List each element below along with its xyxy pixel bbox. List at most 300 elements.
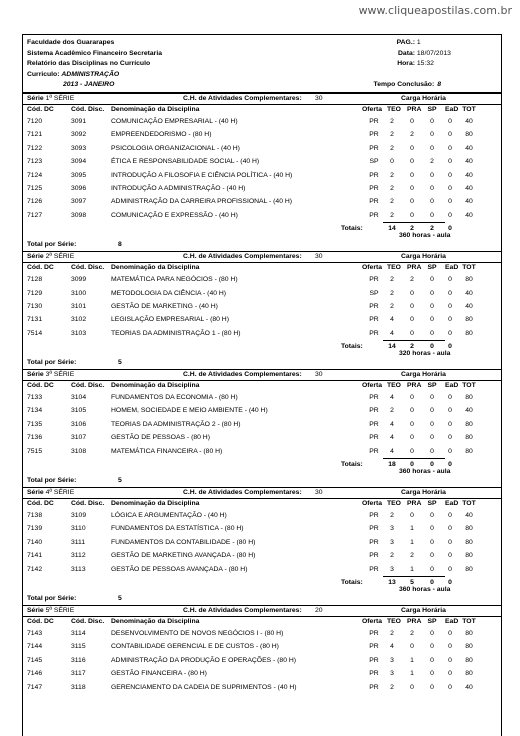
table-row [23, 391, 501, 404]
table-row [23, 273, 501, 286]
column-header [23, 498, 501, 509]
cell-pra: 2 [410, 629, 414, 637]
cell-cod-dc: 7514 [27, 329, 43, 337]
cell-tot: 40 [465, 144, 473, 152]
total-serie-label: Total por Série: [27, 359, 77, 367]
cell-pra: 0 [410, 144, 414, 152]
cell-ead: 0 [448, 144, 452, 152]
table-row [23, 549, 501, 562]
cell-ead: 0 [448, 512, 452, 520]
col-oferta: Oferta [361, 264, 383, 272]
column-header [23, 380, 501, 391]
cell-sp: 0 [430, 171, 434, 179]
cell-pra: 0 [410, 158, 414, 166]
col-tot: TOT [462, 617, 476, 625]
cell-tot: 40 [465, 512, 473, 520]
table-row [23, 327, 501, 340]
cell-ead: 0 [448, 329, 452, 337]
cell-teo: 4 [390, 316, 394, 324]
cell-oferta: PR [369, 434, 379, 442]
totais-divider [383, 576, 445, 577]
table-row [23, 182, 501, 195]
cell-cod-disc: 3094 [71, 158, 87, 166]
totais-sp: 2 [430, 225, 434, 233]
cell-pra: 0 [410, 171, 414, 179]
cell-denominacao: GESTÃO DE PESSOAS - (80 H) [111, 434, 210, 442]
totais-label: Totais: [341, 461, 363, 469]
cell-oferta: PR [369, 329, 379, 337]
col-tot: TOT [462, 264, 476, 272]
totais-pra: 2 [410, 343, 414, 351]
sistema-name: Sistema Acadêmico Financeiro Secretaria [27, 49, 162, 57]
cell-cod-dc: 7129 [27, 289, 43, 297]
col-pra: PRA [407, 617, 422, 625]
cell-tot: 80 [465, 565, 473, 573]
cell-teo: 2 [390, 683, 394, 691]
total-serie-label: Total por Série: [27, 594, 77, 602]
col-sp: SP [427, 264, 437, 272]
report-header [23, 35, 501, 93]
cell-cod-dc: 7140 [27, 538, 43, 546]
totais-ead: 0 [448, 343, 452, 351]
cell-ead: 0 [448, 198, 452, 206]
cell-cod-dc: 7121 [27, 131, 43, 139]
serie-label: Série [27, 371, 44, 379]
total-serie-value: 5 [118, 359, 122, 367]
cell-sp: 0 [430, 525, 434, 533]
cell-ead: 0 [448, 131, 452, 139]
cell-pra: 0 [410, 316, 414, 324]
cell-denominacao: FUNDAMENTOS DA ESTATÍSTICA - (80 H) [111, 525, 244, 533]
col-oferta: Oferta [361, 617, 383, 625]
serie-header [23, 605, 501, 616]
table-row [23, 195, 501, 208]
table-row [23, 418, 501, 431]
cell-denominacao: LÓGICA E ARGUMENTAÇÃO - (40 H) [111, 512, 227, 520]
cell-teo: 3 [390, 670, 394, 678]
cell-ead: 0 [448, 394, 452, 402]
cell-cod-dc: 7144 [27, 643, 43, 651]
cell-oferta: PR [369, 629, 379, 637]
cell-tot: 40 [465, 171, 473, 179]
cell-cod-dc: 7134 [27, 407, 43, 415]
cell-sp: 0 [430, 538, 434, 546]
totais-horas: 360 horas - aula [399, 232, 451, 240]
cell-denominacao: INTRODUÇÃO A ADMINISTRAÇÃO - (40 H) [111, 184, 246, 192]
cell-cod-dc: 7139 [27, 525, 43, 533]
cell-cod-disc: 3103 [71, 329, 87, 337]
cell-oferta: PR [369, 538, 379, 546]
table-row [23, 431, 501, 444]
cell-cod-disc: 3116 [71, 656, 86, 664]
totais-sp: 0 [430, 578, 434, 586]
report-frame [22, 34, 502, 736]
cell-cod-dc: 7133 [27, 394, 43, 402]
total-por-serie-row [23, 594, 501, 605]
col-denominacao: Denominação da Disciplina [111, 106, 200, 113]
cell-oferta: PR [369, 394, 379, 402]
cell-denominacao: COMUNICAÇÃO EMPRESARIAL - (40 H) [111, 118, 238, 125]
total-por-serie-row [23, 240, 501, 251]
cell-sp: 0 [430, 276, 434, 284]
cell-pra: 0 [410, 434, 414, 442]
cell-cod-disc: 3100 [71, 289, 87, 297]
totais-ead: 0 [448, 461, 452, 469]
cell-cod-disc: 3098 [71, 211, 87, 219]
periodo: 2013 - JANEIRO [63, 81, 115, 88]
cell-denominacao: GESTÃO DE MARKETING - (40 H) [111, 302, 218, 310]
cell-tot: 80 [465, 316, 473, 324]
table-row [23, 522, 501, 535]
serie-value: 2ª SÉRIE [45, 253, 75, 261]
ch-value: 20 [315, 606, 323, 614]
carga-horaria-label: Carga Horária [401, 371, 446, 379]
cell-teo: 4 [390, 329, 394, 337]
cell-denominacao: GESTÃO FINANCEIRA - (80 H) [111, 670, 207, 678]
cell-cod-disc: 3114 [71, 629, 86, 637]
serie-label: Série [27, 95, 44, 102]
cell-denominacao: TEORIAS DA ADMINISTRAÇÃO 2 - (80 H) [111, 420, 241, 428]
cell-pra: 0 [410, 211, 414, 219]
cell-sp: 0 [430, 118, 434, 125]
serie-value: 1ª SÉRIE [45, 95, 75, 102]
col-teo: TEO [387, 617, 401, 625]
cell-sp: 0 [430, 643, 434, 651]
totais-horas: 360 horas - aula [399, 585, 451, 593]
total-por-serie-row [23, 358, 501, 369]
cell-cod-dc: 7131 [27, 316, 43, 324]
cell-oferta: PR [369, 118, 379, 125]
cell-denominacao: TEORIAS DA ADMINISTRAÇÃO 1 - (80 H) [111, 329, 241, 337]
cell-cod-dc: 7141 [27, 552, 43, 560]
cell-oferta: PR [369, 420, 379, 428]
curriculo-value: ADMINISTRAÇÃO [61, 70, 120, 78]
cell-cod-disc: 3108 [71, 447, 87, 455]
cell-teo: 2 [390, 276, 394, 284]
cell-tot: 80 [465, 276, 473, 284]
cell-cod-disc: 3110 [71, 525, 86, 533]
col-cod-disc: Cód. Disc. [71, 264, 105, 272]
cell-denominacao: INTRODUÇÃO A FILOSOFIA E CIÊNCIA POLÍTICA - (40 H) [111, 171, 293, 179]
col-cod-disc: Cód. Disc. [71, 382, 105, 390]
cell-denominacao: EMPREENDEDORISMO - (80 H) [111, 131, 212, 139]
cell-tot: 80 [465, 434, 473, 442]
col-teo: TEO [387, 264, 401, 272]
cell-cod-dc: 7120 [27, 118, 43, 125]
col-ead: EaD [445, 382, 459, 390]
cell-tot: 80 [465, 629, 473, 637]
cell-denominacao: GERENCIAMENTO DA CADEIA DE SUPRIMENTOS - (40 H) [111, 683, 297, 691]
cell-denominacao: GESTÃO DE MARKETING AVANÇADA - (80 H) [111, 552, 256, 560]
data-value: 18/07/2013 [416, 49, 451, 57]
cell-oferta: PR [369, 407, 379, 415]
cell-cod-dc: 7136 [27, 434, 43, 442]
cell-ead: 0 [448, 407, 452, 415]
col-pra: PRA [407, 382, 422, 390]
carga-horaria-label: Carga Horária [401, 253, 446, 261]
serie-header [23, 487, 501, 498]
table-row [23, 300, 501, 313]
col-sp: SP [427, 106, 437, 113]
serie-value: 3ª SÉRIE [45, 371, 75, 379]
cell-tot: 80 [465, 525, 473, 533]
cell-denominacao: CONTABILIDADE GERENCIAL E DE CUSTOS - (80 H) [111, 643, 279, 651]
totais-row [23, 576, 501, 594]
totais-row [23, 222, 501, 240]
column-header [23, 104, 501, 115]
cell-tot: 40 [465, 158, 473, 166]
cell-cod-disc: 3092 [71, 131, 87, 139]
col-cod-disc: Cód. Disc. [71, 106, 105, 113]
serie-title [27, 95, 74, 102]
cell-ead: 0 [448, 434, 452, 442]
cell-denominacao: MATEMÁTICA FINANCEIRA - (80 H) [111, 447, 223, 455]
totais-teo: 13 [388, 578, 396, 586]
cell-cod-dc: 7138 [27, 512, 43, 520]
cell-sp: 0 [430, 316, 434, 324]
cell-tot: 80 [465, 420, 473, 428]
cell-oferta: PR [369, 276, 379, 284]
serie-title [27, 253, 74, 260]
totais-horas: 360 horas - aula [399, 468, 451, 476]
cell-sp: 0 [430, 329, 434, 337]
col-denominacao: Denominação da Disciplina [111, 500, 200, 508]
cell-oferta: PR [369, 552, 379, 560]
cell-cod-dc: 7128 [27, 276, 43, 284]
cell-ead: 0 [448, 276, 452, 284]
cell-denominacao: LEGISLAÇÃO EMPRESARIAL - (80 H) [111, 316, 229, 324]
cell-teo: 2 [390, 407, 394, 415]
cell-pra: 1 [410, 525, 414, 533]
table-row [23, 640, 501, 653]
cell-cod-dc: 7126 [27, 198, 43, 206]
cell-denominacao: ADMINISTRAÇÃO DA PRODUÇÃO E OPERAÇÕES - (80 H) [111, 656, 297, 664]
totais-horas: 320 horas - aula [399, 350, 451, 358]
tempo-conclusao [374, 81, 441, 88]
cell-cod-disc: 3112 [71, 552, 86, 560]
cell-cod-disc: 3097 [71, 198, 87, 206]
table-row [23, 654, 501, 667]
cell-teo: 4 [390, 434, 394, 442]
total-por-serie-row [23, 476, 501, 487]
cell-pra: 0 [410, 184, 414, 192]
cell-cod-disc: 3096 [71, 184, 87, 192]
col-teo: TEO [387, 500, 401, 508]
cell-ead: 0 [448, 184, 452, 192]
serie-value: 4ª SÉRIE [45, 489, 75, 497]
cell-oferta: PR [369, 656, 379, 664]
cell-pra: 0 [410, 302, 414, 310]
cell-tot: 80 [465, 670, 473, 678]
carga-horaria-label: Carga Horária [401, 606, 446, 614]
cell-tot: 80 [465, 131, 473, 139]
totais-divider [383, 222, 445, 223]
cell-tot: 40 [465, 184, 473, 192]
serie-label: Série [27, 606, 44, 614]
carga-horaria-label: Carga Horária [401, 95, 446, 102]
cell-teo: 3 [390, 525, 394, 533]
cell-sp: 0 [430, 565, 434, 573]
cell-tot: 40 [465, 198, 473, 206]
pag-value: 1 [416, 39, 421, 46]
cell-cod-dc: 7515 [27, 447, 43, 455]
cell-cod-disc: 3109 [71, 512, 87, 520]
cell-tot: 80 [465, 394, 473, 402]
cell-sp: 0 [430, 407, 434, 415]
cell-cod-dc: 7127 [27, 211, 43, 219]
cell-cod-dc: 7143 [27, 629, 43, 637]
cell-pra: 2 [410, 276, 414, 284]
cell-teo: 2 [390, 211, 394, 219]
cell-tot: 40 [465, 302, 473, 310]
cell-teo: 4 [390, 643, 394, 651]
col-oferta: Oferta [361, 500, 383, 508]
cell-tot: 40 [465, 211, 473, 219]
cell-sp: 0 [430, 420, 434, 428]
cell-denominacao: PSICOLOGIA ORGANIZACIONAL - (40 H) [111, 144, 240, 152]
cell-denominacao: METODOLOGIA DA CIÊNCIA - (40 H) [111, 289, 227, 297]
cell-pra: 1 [410, 538, 414, 546]
cell-teo: 2 [390, 512, 394, 520]
cell-oferta: PR [369, 131, 379, 139]
cell-teo: 4 [390, 394, 394, 402]
pag-line [377, 38, 487, 49]
totais-label: Totais: [341, 343, 363, 351]
serie-section [23, 369, 501, 487]
cell-cod-disc: 3091 [71, 118, 87, 125]
cell-sp: 0 [430, 683, 434, 691]
cell-oferta: PR [369, 316, 379, 324]
cell-cod-disc: 3118 [71, 683, 86, 691]
cell-cod-dc: 7145 [27, 656, 43, 664]
col-pra: PRA [407, 106, 422, 113]
cell-pra: 1 [410, 565, 414, 573]
ch-label: C.H. de Atividades Complementares: [183, 95, 302, 102]
cell-oferta: PR [369, 525, 379, 533]
table-row [23, 209, 501, 222]
cell-pra: 0 [410, 118, 414, 125]
cell-oferta: PR [369, 670, 379, 678]
cell-denominacao: MATEMÁTICA PARA NEGÓCIOS - (80 H) [111, 276, 238, 284]
cell-pra: 0 [410, 683, 414, 691]
totais-label: Totais: [341, 225, 363, 233]
cell-pra: 1 [410, 670, 414, 678]
tempo-value: 8 [437, 81, 441, 88]
cell-teo: 3 [390, 538, 394, 546]
curriculo-line [27, 70, 497, 81]
cell-cod-disc: 3107 [71, 434, 87, 442]
cell-ead: 0 [448, 158, 452, 166]
cell-oferta: PR [369, 184, 379, 192]
col-tot: TOT [462, 106, 476, 113]
cell-denominacao: ADMINISTRAÇÃO DA CARREIRA PROFISSIONAL - (40 H) [111, 198, 293, 206]
pag-label: PAG.: [396, 39, 415, 46]
cell-tot: 40 [465, 118, 473, 125]
cell-ead: 0 [448, 643, 452, 651]
cell-oferta: PR [369, 447, 379, 455]
cell-teo: 2 [390, 144, 394, 152]
hora-value: 15:32 [416, 60, 434, 67]
cell-cod-disc: 3111 [71, 538, 86, 546]
cell-cod-disc: 3095 [71, 171, 87, 179]
col-teo: TEO [387, 106, 401, 113]
table-row [23, 563, 501, 576]
cell-cod-disc: 3099 [71, 276, 87, 284]
totais-sp: 0 [430, 461, 434, 469]
ch-value: 30 [315, 95, 323, 102]
cell-oferta: PR [369, 144, 379, 152]
cell-sp: 0 [430, 394, 434, 402]
totais-divider [383, 458, 445, 459]
cell-ead: 0 [448, 118, 452, 125]
table-row [23, 681, 501, 694]
cell-cod-dc: 7125 [27, 184, 43, 192]
cell-cod-disc: 3101 [71, 302, 87, 310]
cell-ead: 0 [448, 171, 452, 179]
cell-pra: 1 [410, 656, 414, 664]
col-sp: SP [427, 500, 437, 508]
cell-oferta: PR [369, 198, 379, 206]
cell-sp: 0 [430, 211, 434, 219]
serie-title [27, 489, 74, 496]
totais-pra: 5 [410, 578, 414, 586]
cell-pra: 0 [410, 198, 414, 206]
col-oferta: Oferta [361, 106, 383, 113]
cell-teo: 2 [390, 118, 394, 125]
cell-pra: 0 [410, 643, 414, 651]
col-ead: EaD [445, 264, 459, 272]
cell-cod-disc: 3093 [71, 144, 87, 152]
watermark-url: www.cliqueapostilas.com.br [358, 4, 512, 17]
cell-tot: 80 [465, 643, 473, 651]
total-serie-value: 5 [118, 477, 122, 485]
table-row [23, 142, 501, 155]
header-meta [377, 38, 487, 70]
cell-pra: 2 [410, 131, 414, 139]
cell-ead: 0 [448, 289, 452, 297]
table-row [23, 627, 501, 640]
table-row [23, 509, 501, 522]
series-container [23, 93, 501, 694]
total-serie-value: 8 [118, 241, 122, 249]
table-row [23, 115, 501, 128]
carga-horaria-label: Carga Horária [401, 489, 446, 497]
col-oferta: Oferta [361, 382, 383, 390]
cell-ead: 0 [448, 670, 452, 678]
cell-cod-disc: 3115 [71, 643, 86, 651]
cell-pra: 2 [410, 552, 414, 560]
cell-teo: 0 [390, 158, 394, 166]
ch-label: C.H. de Atividades Complementares: [183, 606, 302, 614]
table-row [23, 287, 501, 300]
cell-sp: 0 [430, 447, 434, 455]
totais-label: Totais: [341, 578, 363, 586]
cell-oferta: SP [369, 158, 379, 166]
cell-ead: 0 [448, 316, 452, 324]
serie-header [23, 251, 501, 262]
cell-sp: 0 [430, 289, 434, 297]
ch-label: C.H. de Atividades Complementares: [183, 489, 302, 497]
serie-header [23, 93, 501, 104]
cell-teo: 2 [390, 131, 394, 139]
table-row [23, 128, 501, 141]
cell-cod-dc: 7147 [27, 683, 43, 691]
faculdade-name: Faculdade dos Guararapes [27, 39, 115, 46]
tempo-label: Tempo Conclusão: [373, 81, 435, 88]
col-ead: EaD [445, 617, 459, 625]
totais-pra: 2 [410, 225, 414, 233]
cell-sp: 0 [430, 670, 434, 678]
